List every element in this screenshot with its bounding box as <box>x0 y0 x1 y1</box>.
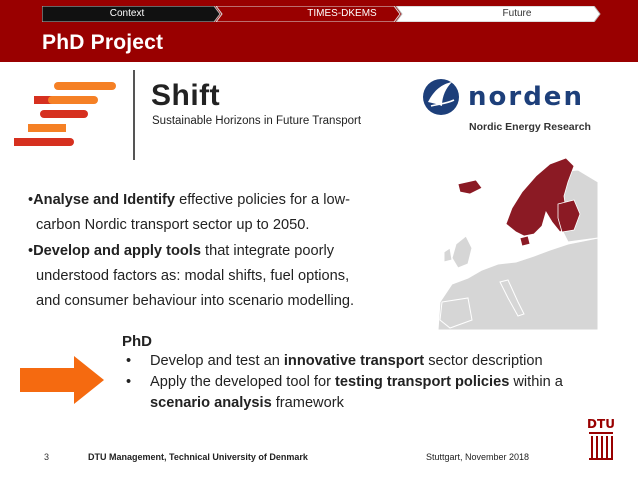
phd-item-1: • Develop and test an innovative transport sector description <box>126 353 543 369</box>
footer-location-date: Stuttgart, November 2018 <box>426 452 530 462</box>
phd-item-2: • Apply the developed tool for testing transport policies within a scenario analysis framework <box>126 374 563 411</box>
logo-divider <box>133 70 135 160</box>
phd-item-2-bold: testing transport policies <box>334 374 510 390</box>
norden-wordmark-text: norden <box>468 82 584 111</box>
europe-map <box>438 152 598 330</box>
objective-1-bold: Analyse and Identify <box>33 192 176 208</box>
objective-2-line3: and consumer behaviour into scenario modelling. <box>36 293 355 309</box>
slide-title: PhD Project <box>42 31 164 54</box>
shift-stripes-logo <box>14 78 126 158</box>
nav-item-context[interactable]: Context <box>109 8 145 19</box>
objective-2-line1: that integrate poorly <box>200 243 335 259</box>
page-number: 3 <box>44 452 50 462</box>
phd-list <box>122 351 622 414</box>
phd-title: PhD <box>122 333 152 350</box>
norden-wordmark <box>468 81 586 111</box>
dtu-logo <box>587 416 615 462</box>
norden-swan-icon <box>422 78 460 116</box>
map-denmark <box>520 236 530 246</box>
phd-item-1-post: sector description <box>424 353 543 369</box>
nav-item-times-dkems[interactable]: TIMES-DKEMS <box>307 8 377 19</box>
objective-2: •Develop and apply tools that integrate poorly understood factors as: modal shifts, fuel options, and consumer behaviour into scenario modelling. <box>28 243 355 309</box>
objective-1: •Analyse and Identify effective policies for a low- carbon Nordic transport sector up to 2050. <box>28 192 350 233</box>
slide-header <box>0 0 638 62</box>
phd-item-1-bold: innovative transport <box>283 353 425 369</box>
dtu-wordmark: DTU <box>587 417 615 431</box>
shift-subtitle: Sustainable Horizons in Future Transport <box>152 115 362 127</box>
right-arrow-icon <box>20 356 104 404</box>
objective-1-line2: carbon Nordic transport sector up to 2050. <box>36 217 310 233</box>
objective-2-line2: understood factors as: modal shifts, fuel options, <box>36 268 350 284</box>
section-nav <box>42 6 602 22</box>
nav-item-future[interactable]: Future <box>502 8 532 19</box>
objective-1-line1: effective policies for a low- <box>175 192 350 208</box>
phd-item-2-post: framework <box>271 395 344 411</box>
objectives-bullets <box>28 188 394 314</box>
shift-name: Shift <box>151 79 221 112</box>
footer-organization: DTU Management, Technical University of Denmark <box>88 452 308 462</box>
phd-item-2-pre: Apply the developed tool for <box>150 374 335 390</box>
phd-item-2-bold2: scenario analysis <box>150 395 272 411</box>
objective-2-bold: Develop and apply tools <box>33 243 201 259</box>
phd-item-1-pre: Develop and test an <box>150 353 284 369</box>
norden-subtitle: Nordic Energy Research <box>469 121 591 133</box>
phd-item-2-mid: within a <box>509 374 563 390</box>
